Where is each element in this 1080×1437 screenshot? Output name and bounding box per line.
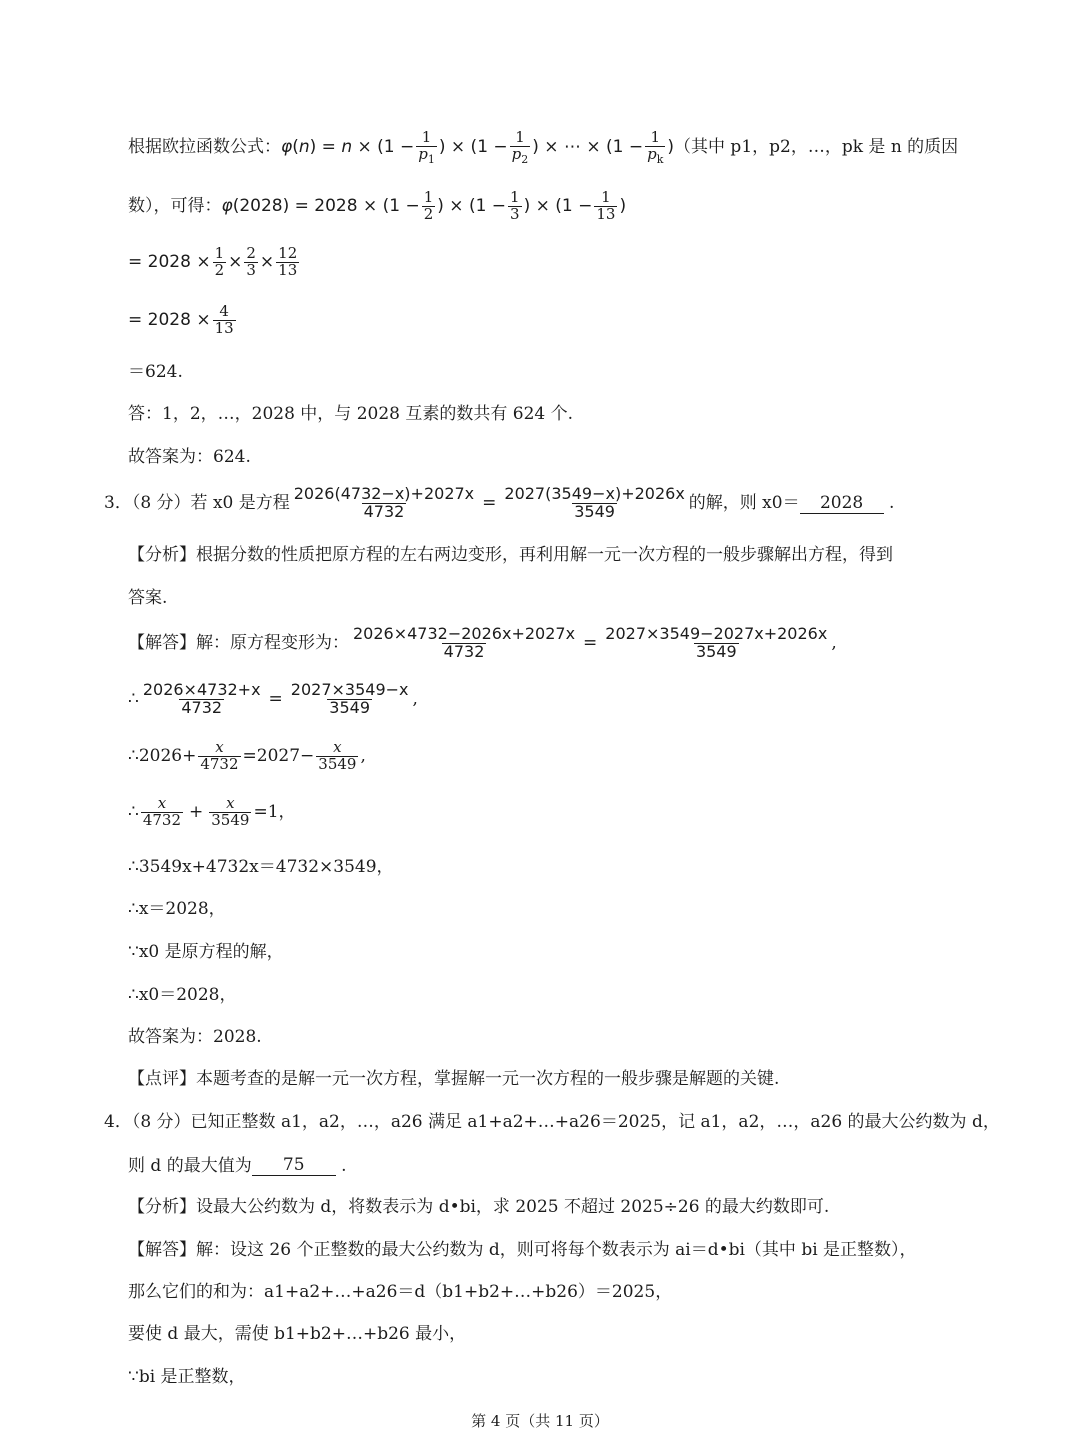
calc-line-1: = 2028 × $\frac{1}{2}$ × $\frac{2}{3}$ × $\frac{12}{13}$: [128, 244, 298, 279]
q4-analysis: 【分析】设最大公约数为 d，将数表示为 d•bi，求 2025 不超过 2025÷26 的最大约数即可.: [128, 1197, 830, 1217]
q3-solution-step-6: ∴x＝2028，: [128, 899, 226, 919]
apply-prefix: 数），可得：: [128, 196, 222, 217]
q3-answer-blank: 2028: [800, 493, 884, 514]
q4-answer-blank: 75: [252, 1155, 336, 1176]
calc-line-2: = 2028 × $\frac{4}{13}$: [128, 302, 234, 337]
euler-formula-line: 根据欧拉函数公式： φ(n) = n × (1 − $\frac{1}{p_1}$ ) × (1 − $\frac{1}{p_2}$ ) × ⋯ × (1 − $\frac{1}{p_k}$ ) （其中 p1，p2，…，pk 是 n 的质因: [128, 128, 959, 166]
q3-comment: 【点评】本题考查的是解一元一次方程，掌握解一元一次方程的一般步骤是解题的关键.: [128, 1069, 780, 1089]
calc-result: ＝624.: [128, 362, 183, 382]
q3-solution-prefix: 【解答】解：原方程变形为：: [128, 633, 349, 654]
euler-note: （其中 p1，p2，…，pk 是 n 的质因: [674, 137, 959, 158]
q3-solution-step-8: ∴x0＝2028，: [128, 985, 237, 1005]
final-answer-2: 故答案为：624.: [128, 447, 251, 467]
page-footer: 第 4 页（共 11 页）: [471, 1412, 609, 1430]
q4-solution-4: ∵bi 是正整数，: [128, 1367, 246, 1387]
q3-solution-step-3: ∴2026+ $\frac{x}{4732}$ =2027− $\frac{x}{3549}$ ,: [128, 738, 366, 773]
euler-intro: 根据欧拉函数公式：: [128, 137, 281, 158]
q3-prefix: 3．（8 分）若 x0 是方程: [104, 493, 290, 514]
q4-solution-2: 那么它们的和为：a1+a2+…+a26＝d（b1+b2+…+b26）＝2025，: [128, 1282, 673, 1302]
q3-analysis-cont: 答案.: [128, 588, 168, 608]
q3-solution-step-1: 【解答】解：原方程变形为： $\frac{2026\times 4732-2026x+2027x}{4732}$ = $\frac{2027\times 3549-2027x+2026x}{3549}$ ,: [128, 624, 837, 661]
q3-solution-step-7: ∵x0 是原方程的解，: [128, 942, 284, 962]
q3-analysis: 【分析】根据分数的性质把原方程的左右两边变形，再利用解一元一次方程的一般步骤解出方程，得到: [128, 545, 893, 565]
q3-final-answer: 故答案为：2028.: [128, 1027, 262, 1047]
q3-solution-step-2: ∴ $\frac{2026\times 4732+x}{4732}$ = $\frac{2027\times 3549-x}{3549}$ ,: [128, 680, 418, 717]
answer-statement: 答：1，2，…，2028 中，与 2028 互素的数共有 624 个.: [128, 404, 574, 424]
question-4-cont: 则 d 的最大值为 75 .: [128, 1155, 347, 1176]
q3-suffix: 的解，则 x0＝: [688, 493, 800, 514]
q4-solution-1: 【解答】解：设这 26 个正整数的最大公约数为 d，则可将每个数表示为 ai＝d•bi（其中 bi 是正整数），: [128, 1240, 917, 1260]
question-4: 4．（8 分）已知正整数 a1，a2，…，a26 满足 a1+a2+…+a26＝2025，记 a1，a2，…，a26 的最大公约数为 d，: [104, 1112, 1000, 1132]
q3-solution-step-4: ∴ x 4732 + $\frac{x}{3549}$ =1，: [128, 794, 296, 829]
euler-apply-line: 数），可得： φ(2028) = 2028 × (1 − $\frac{1}{2}$ ) × (1 − $\frac{1}{3}$ ) × (1 − $\frac{1}{13}$ ): [128, 188, 627, 223]
q4-solution-3: 要使 d 最大，需使 b1+b2+…+b26 最小，: [128, 1324, 467, 1344]
question-3: 3．（8 分）若 x0 是方程 $\frac{2026(4732-x)+2027x}{4732}$ = $\frac{2027(3549-x)+2026x}{3549}$ 的解，则 x0＝ 2028 .: [104, 484, 895, 521]
q3-solution-step-5: ∴3549x+4732x＝4732×3549，: [128, 857, 394, 877]
